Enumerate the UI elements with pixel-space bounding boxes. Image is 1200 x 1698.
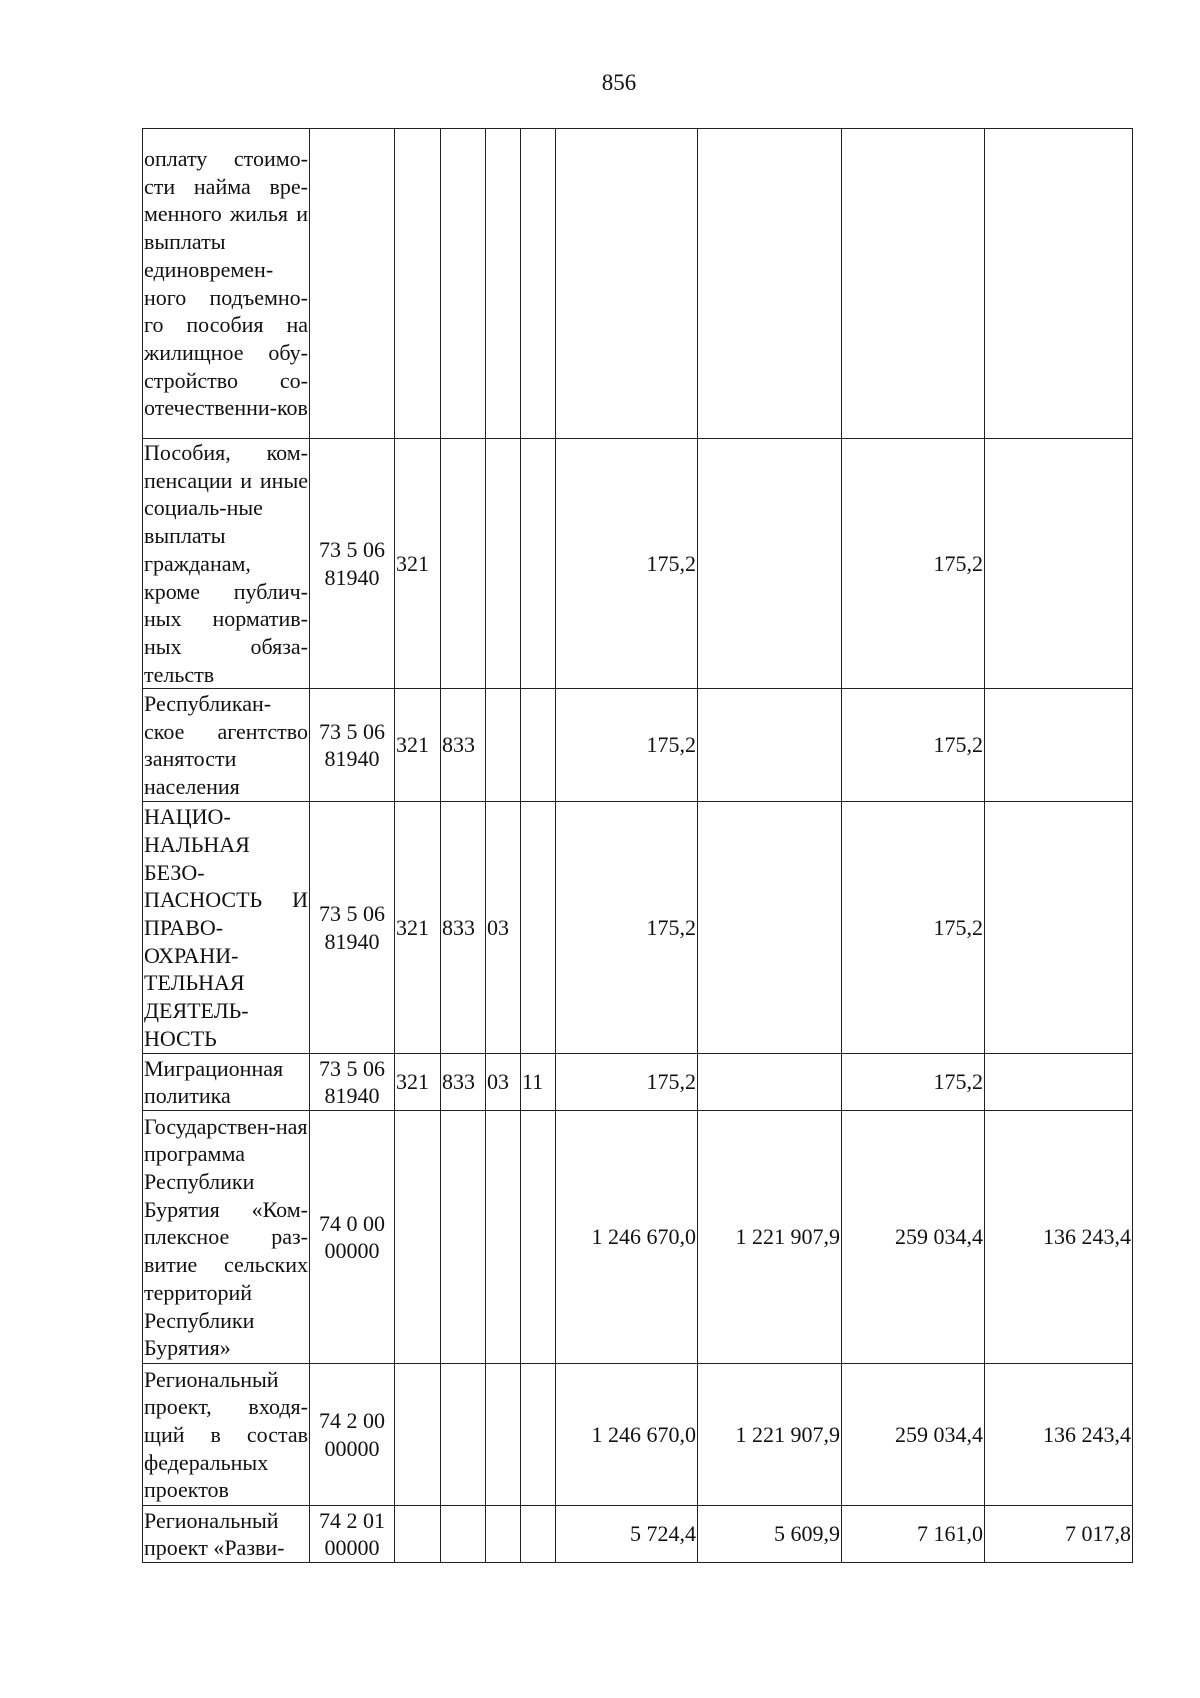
- expense-type-cell: [395, 689, 441, 802]
- expense-type-cell-text: 321: [396, 732, 429, 758]
- row-name-cell: [143, 1506, 310, 1563]
- row-name-cell-text: Государствен-ная программа Республики Бурятия «Ком-плексное раз-витие сельских территорий Республики Бурятия»: [144, 1113, 308, 1361]
- target-article-cell: [310, 1111, 395, 1364]
- section-cell-text: 03: [487, 914, 509, 940]
- amount-cell-2: [698, 1506, 842, 1563]
- target-article-cell-text: 73 5 06: [319, 536, 385, 562]
- row-name-cell: [143, 1111, 310, 1364]
- amount-cell-1: [556, 1111, 698, 1364]
- target-article-cell-text: 00000: [324, 1535, 380, 1561]
- amount-cell-2: [698, 1364, 842, 1506]
- expense-type-cell: [395, 1364, 441, 1506]
- row-name-cell-text: Миграционная политика: [144, 1055, 284, 1109]
- amount-cell-1-text: 5 724,4: [630, 1521, 696, 1547]
- table-row: [143, 1111, 1133, 1364]
- amount-cell-2: [698, 129, 842, 439]
- target-article-cell-text: 73 5 06: [319, 1055, 385, 1081]
- budget-table: [142, 128, 1133, 1563]
- target-article-cell-text: 73 5 06: [319, 901, 385, 927]
- amount-cell-3-text: 175,2: [933, 914, 983, 940]
- ministry-code-cell: [441, 1506, 486, 1563]
- section-cell: [486, 689, 521, 802]
- amount-cell-1: [556, 1506, 698, 1563]
- subsection-cell: [521, 1364, 556, 1506]
- amount-cell-2: [698, 439, 842, 689]
- row-name-cell-text: НАЦИО-НАЛЬНАЯ БЕЗО-ПАСНОСТЬ И ПРАВО-ОХРАНИ-ТЕЛЬНАЯ ДЕЯТЕЛЬ-НОСТЬ: [144, 804, 308, 1051]
- amount-cell-1: [556, 802, 698, 1054]
- target-article-cell: [310, 802, 395, 1054]
- section-cell-text: 03: [487, 1069, 509, 1095]
- table-row: [143, 689, 1133, 802]
- ministry-code-cell: [441, 802, 486, 1054]
- target-article-cell-text: 74 0 00: [319, 1210, 385, 1236]
- target-article-cell-text: 74 2 01: [319, 1507, 385, 1533]
- subsection-cell: [521, 1111, 556, 1364]
- ministry-code-cell: [441, 129, 486, 439]
- expense-type-cell: [395, 439, 441, 689]
- target-article-cell: [310, 1364, 395, 1506]
- amount-cell-3-text: 175,2: [933, 550, 983, 576]
- amount-cell-1: [556, 439, 698, 689]
- amount-cell-2-text: 1 221 907,9: [735, 1224, 840, 1250]
- section-cell: [486, 1506, 521, 1563]
- target-article-cell: [310, 1506, 395, 1563]
- amount-cell-4: [985, 1506, 1133, 1563]
- expense-type-cell-text: 321: [396, 550, 429, 576]
- target-article-cell-text: 00000: [324, 1238, 380, 1264]
- ministry-code-cell-text: 833: [442, 732, 475, 758]
- expense-type-cell: [395, 1506, 441, 1563]
- amount-cell-3: [842, 1054, 985, 1111]
- row-name-cell: [143, 129, 310, 439]
- amount-cell-3-text: 175,2: [933, 732, 983, 758]
- amount-cell-1: [556, 129, 698, 439]
- subsection-cell: [521, 689, 556, 802]
- expense-type-cell: [395, 1054, 441, 1111]
- row-name-cell-text: Региональный проект «Разви-: [144, 1507, 285, 1561]
- target-article-cell: [310, 439, 395, 689]
- amount-cell-4: [985, 1364, 1133, 1506]
- amount-cell-4: [985, 1111, 1133, 1364]
- amount-cell-3-text: 259 034,4: [895, 1421, 983, 1447]
- row-name-cell-text: Региональный проект, входя-щий в состав федеральных проектов: [144, 1366, 308, 1503]
- subsection-cell: [521, 1506, 556, 1563]
- subsection-cell-text: 11: [522, 1069, 544, 1095]
- target-article-cell-text: 81940: [324, 928, 380, 954]
- table-row: [143, 802, 1133, 1054]
- section-cell: [486, 1364, 521, 1506]
- ministry-code-cell-text: 833: [442, 914, 475, 940]
- subsection-cell: [521, 802, 556, 1054]
- amount-cell-1: [556, 689, 698, 802]
- target-article-cell-text: 73 5 06: [319, 718, 385, 744]
- expense-type-cell: [395, 129, 441, 439]
- section-cell: [486, 1111, 521, 1364]
- amount-cell-1-text: 175,2: [646, 1069, 696, 1095]
- row-name-cell-text: Пособия, ком-пенсации и иные социаль-ные выплаты гражданам, кроме публич-ных норматив-ных обяза-тельств: [144, 440, 308, 687]
- subsection-cell: [521, 1054, 556, 1111]
- amount-cell-2-text: 5 609,9: [774, 1521, 840, 1547]
- row-name-cell: [143, 1364, 310, 1506]
- section-cell: [486, 802, 521, 1054]
- amount-cell-4-text: 7 017,8: [1065, 1521, 1131, 1547]
- amount-cell-3: [842, 1111, 985, 1364]
- row-name-cell: [143, 439, 310, 689]
- table-row: [143, 1364, 1133, 1506]
- amount-cell-1-text: 175,2: [646, 914, 696, 940]
- amount-cell-1-text: 1 246 670,0: [591, 1224, 696, 1250]
- expense-type-cell-text: 321: [396, 914, 429, 940]
- section-cell: [486, 129, 521, 439]
- target-article-cell: [310, 1054, 395, 1111]
- amount-cell-1-text: 175,2: [646, 732, 696, 758]
- amount-cell-2: [698, 689, 842, 802]
- amount-cell-1-text: 1 246 670,0: [591, 1421, 696, 1447]
- amount-cell-2: [698, 1054, 842, 1111]
- section-cell: [486, 439, 521, 689]
- ministry-code-cell: [441, 1054, 486, 1111]
- row-name-cell: [143, 689, 310, 802]
- expense-type-cell: [395, 1111, 441, 1364]
- amount-cell-3: [842, 802, 985, 1054]
- amount-cell-3: [842, 689, 985, 802]
- row-name-cell: [143, 1054, 310, 1111]
- amount-cell-4-text: 136 243,4: [1043, 1421, 1131, 1447]
- amount-cell-4: [985, 1054, 1133, 1111]
- table-row: [143, 129, 1133, 439]
- amount-cell-1-text: 175,2: [646, 550, 696, 576]
- subsection-cell: [521, 439, 556, 689]
- target-article-cell-text: 81940: [324, 746, 380, 772]
- amount-cell-3: [842, 439, 985, 689]
- amount-cell-3: [842, 1364, 985, 1506]
- expense-type-cell: [395, 802, 441, 1054]
- amount-cell-1: [556, 1054, 698, 1111]
- section-cell: [486, 1054, 521, 1111]
- ministry-code-cell: [441, 1364, 486, 1506]
- table-row: [143, 1054, 1133, 1111]
- amount-cell-2: [698, 1111, 842, 1364]
- table-row: [143, 1506, 1133, 1563]
- amount-cell-3-text: 7 161,0: [917, 1521, 983, 1547]
- target-article-cell: [310, 689, 395, 802]
- amount-cell-1: [556, 1364, 698, 1506]
- amount-cell-4: [985, 802, 1133, 1054]
- table-row: [143, 439, 1133, 689]
- amount-cell-3: [842, 129, 985, 439]
- target-article-cell-text: 00000: [324, 1435, 380, 1461]
- row-name-cell: [143, 802, 310, 1054]
- ministry-code-cell: [441, 1111, 486, 1364]
- subsection-cell: [521, 129, 556, 439]
- amount-cell-3-text: 259 034,4: [895, 1224, 983, 1250]
- amount-cell-2-text: 1 221 907,9: [735, 1421, 840, 1447]
- expense-type-cell-text: 321: [396, 1069, 429, 1095]
- ministry-code-cell: [441, 689, 486, 802]
- amount-cell-3-text: 175,2: [933, 1069, 983, 1095]
- amount-cell-3: [842, 1506, 985, 1563]
- target-article-cell-text: 81940: [324, 564, 380, 590]
- amount-cell-4-text: 136 243,4: [1043, 1224, 1131, 1250]
- row-name-cell-text: оплату стоимо-сти найма вре-менного жилья и выплаты единовремен-ного подъемно-го пособия на жилищное обу-стройство со-отечественни-ков: [144, 145, 308, 421]
- ministry-code-cell-text: 833: [442, 1069, 475, 1095]
- target-article-cell: [310, 129, 395, 439]
- amount-cell-4: [985, 129, 1133, 439]
- target-article-cell-text: 74 2 00: [319, 1408, 385, 1434]
- amount-cell-4: [985, 689, 1133, 802]
- amount-cell-4: [985, 439, 1133, 689]
- ministry-code-cell: [441, 439, 486, 689]
- amount-cell-2: [698, 802, 842, 1054]
- page-number: 856: [601, 70, 637, 95]
- target-article-cell-text: 81940: [324, 1083, 380, 1109]
- row-name-cell-text: Республикан-ское агентство занятости населения: [144, 690, 308, 800]
